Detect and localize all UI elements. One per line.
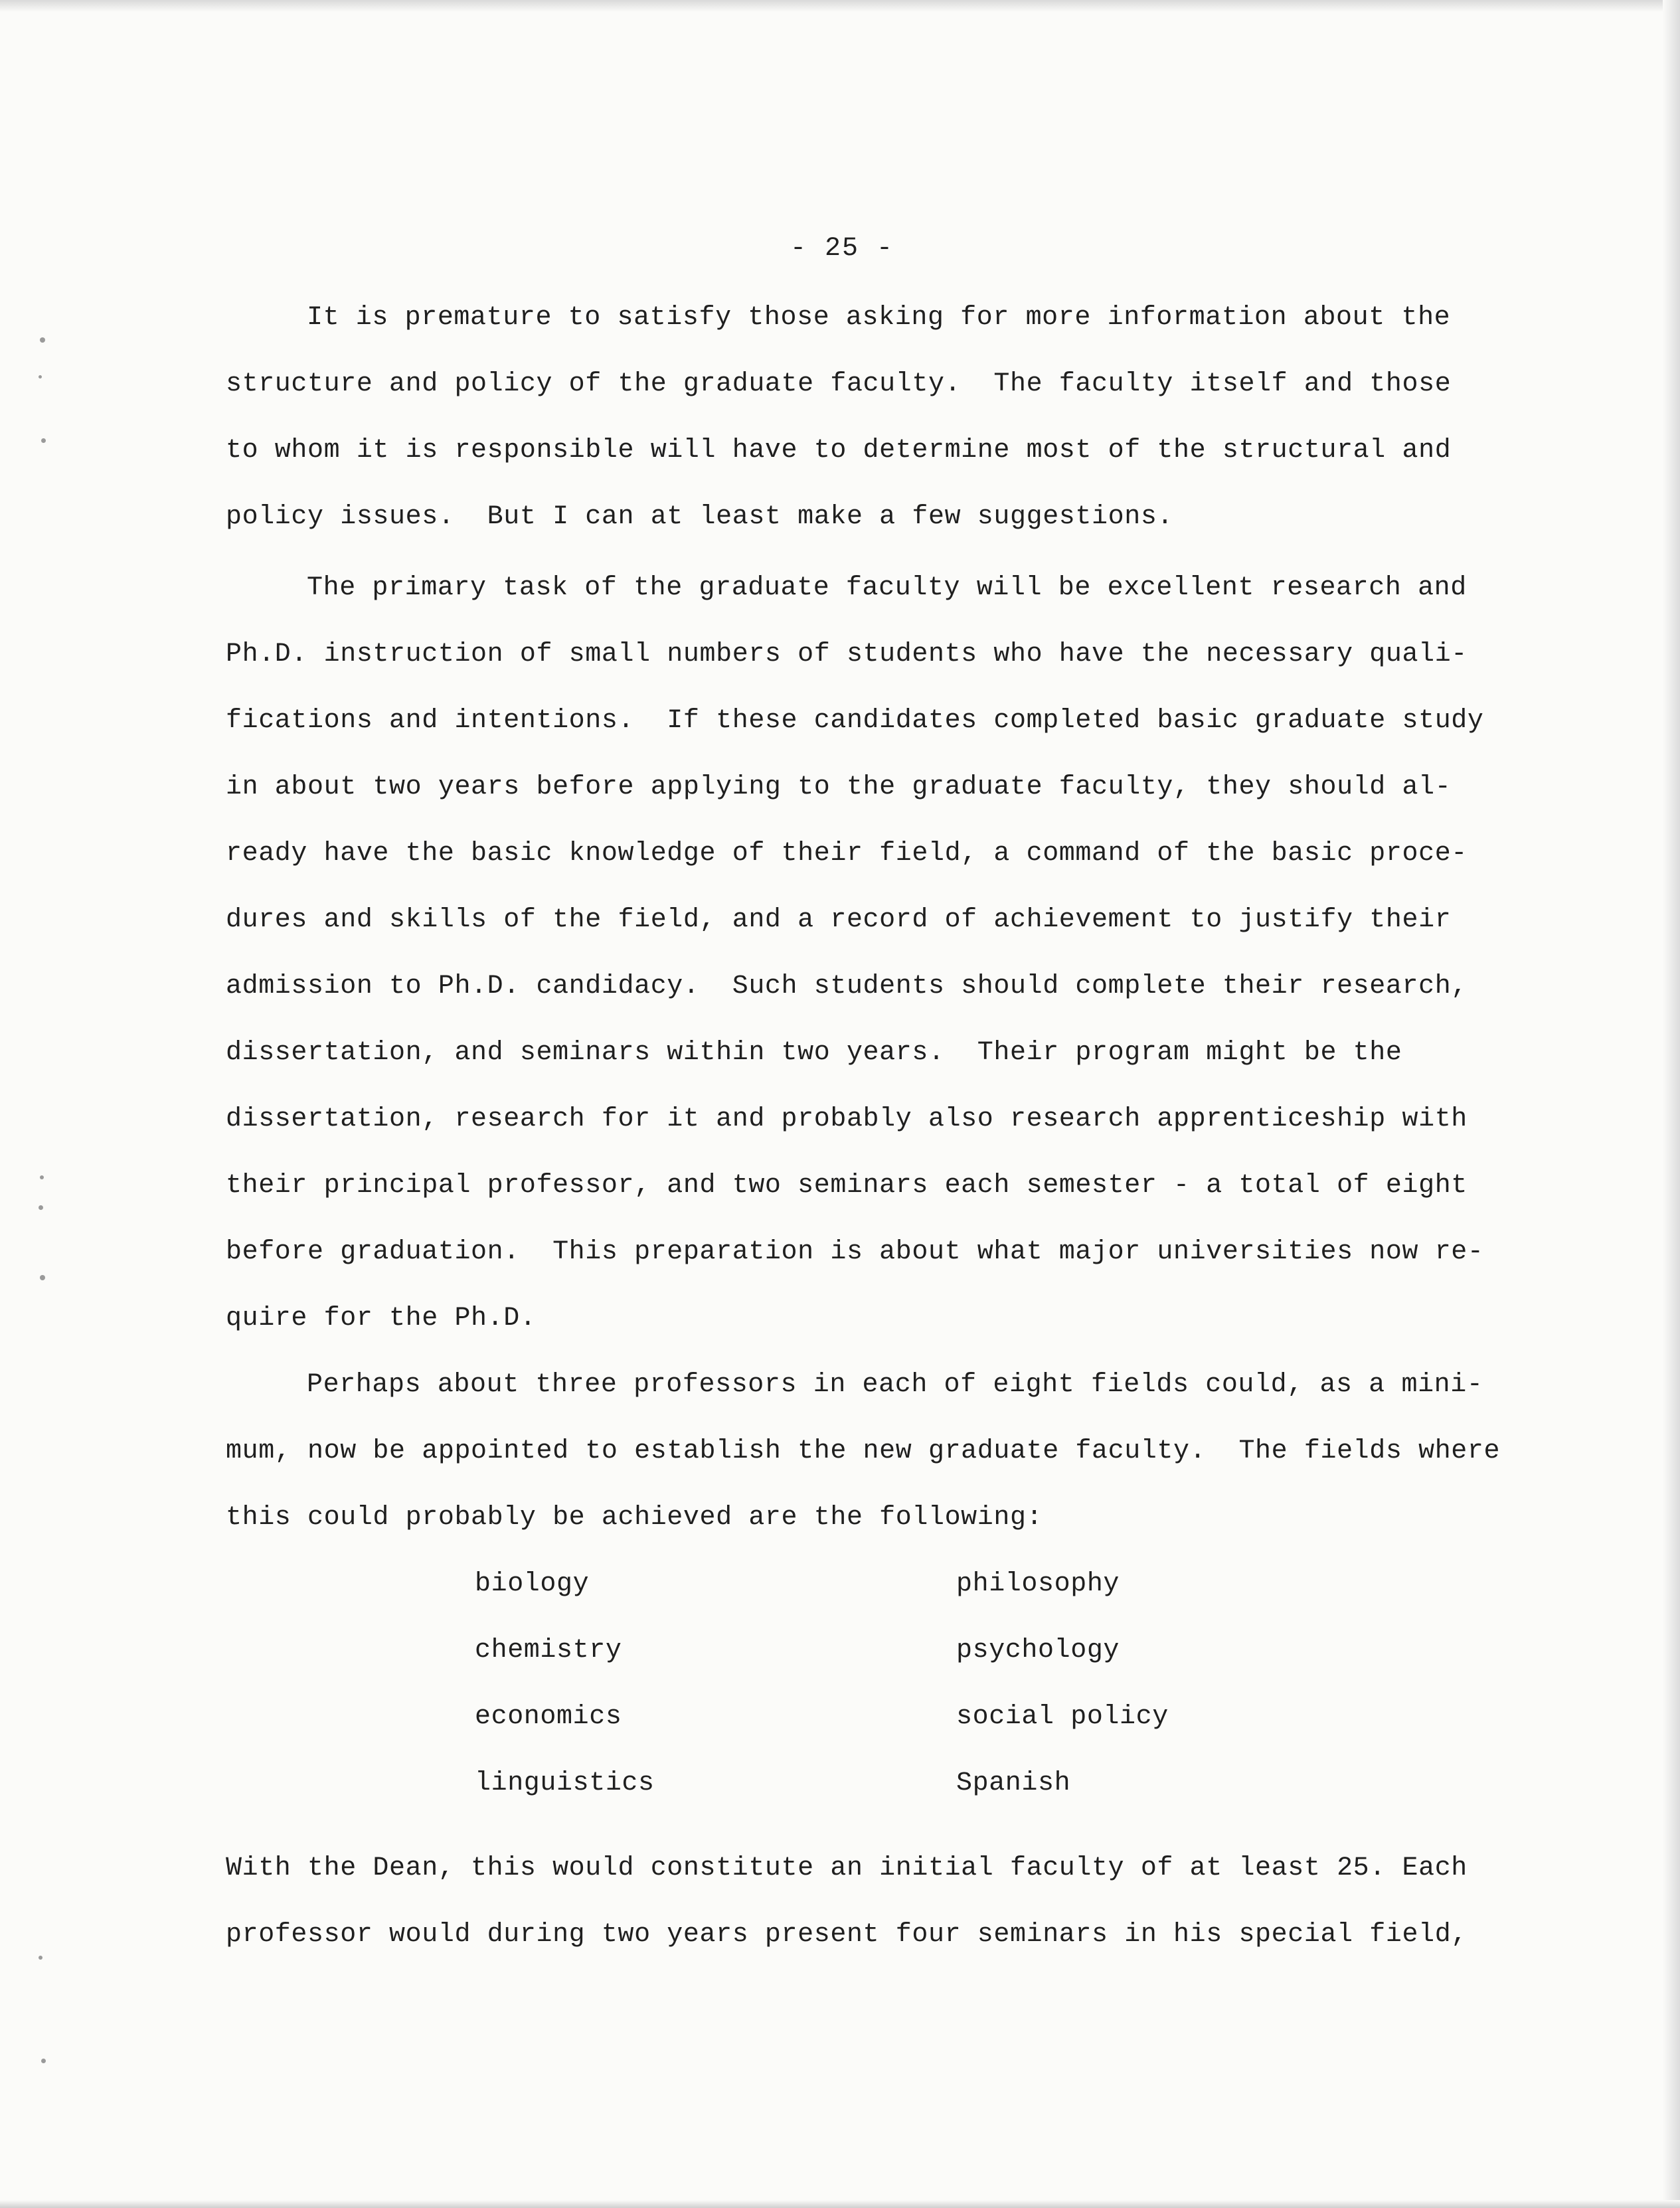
paragraph-1-line-3: to whom it is responsible will have to determine most of the structural and xyxy=(226,436,1452,466)
paragraph-1-line-2: structure and policy of the graduate faculty. The faculty itself and those xyxy=(226,369,1452,399)
scan-speck xyxy=(40,1175,44,1179)
paragraph-1-line-4: policy issues. But I can at least make a few suggestions. xyxy=(226,502,1174,532)
paragraph-2-line-6: dures and skills of the field, and a record of achievement to justify their xyxy=(226,905,1452,935)
field-item-right: psychology xyxy=(956,1636,1120,1665)
field-item-left: biology xyxy=(475,1569,590,1599)
paragraph-4-line-2: professor would during two years present four seminars in his special field, xyxy=(226,1920,1468,1950)
paragraph-2-line-4: in about two years before applying to the graduate faculty, they should al- xyxy=(226,772,1452,802)
paragraph-2-line-1: The primary task of the graduate faculty will be excellent research and xyxy=(307,573,1467,603)
field-item-left: chemistry xyxy=(475,1636,622,1665)
paragraph-2-line-3: fications and intentions. If these candidates completed basic graduate study xyxy=(226,706,1484,736)
paragraph-2-line-12: quire for the Ph.D. xyxy=(226,1304,537,1333)
paragraph-4-line-1: With the Dean, this would constitute an initial faculty of at least 25. Each xyxy=(226,1853,1468,1883)
paragraph-2-line-9: dissertation, research for it and probably also research apprenticeship with xyxy=(226,1104,1468,1134)
paragraph-2-line-10: their principal professor, and two seminars each semester - a total of eight xyxy=(226,1171,1468,1201)
paragraph-3-line-1: Perhaps about three professors in each of eight fields could, as a mini- xyxy=(307,1370,1483,1400)
field-item-left: economics xyxy=(475,1702,622,1732)
paragraph-2-line-8: dissertation, and seminars within two years. Their program might be the xyxy=(226,1038,1402,1068)
paragraph-2-line-11: before graduation. This preparation is about what major universities now re- xyxy=(226,1237,1484,1267)
scan-speck xyxy=(40,337,45,343)
paragraph-1-line-1: It is premature to satisfy those asking for more information about the xyxy=(307,303,1451,333)
paragraph-3-line-2: mum, now be appointed to establish the new graduate faculty. The fields where xyxy=(226,1436,1501,1466)
scan-speck xyxy=(39,1205,43,1210)
field-item-left: linguistics xyxy=(475,1768,655,1798)
page-right-shadow xyxy=(1663,0,1680,2208)
paragraph-2-line-5: ready have the basic knowledge of their field, a command of the basic proce- xyxy=(226,839,1468,869)
field-item-right: Spanish xyxy=(956,1768,1071,1798)
scan-speck xyxy=(39,1956,42,1960)
paragraph-2-line-2: Ph.D. instruction of small numbers of students who have the necessary quali- xyxy=(226,639,1468,669)
page-number: - 25 - xyxy=(790,234,894,264)
scan-speck xyxy=(40,1275,45,1280)
page-top-shadow xyxy=(0,0,1680,12)
scan-speck xyxy=(39,375,42,379)
paragraph-3-line-3: this could probably be achieved are the following: xyxy=(226,1503,1043,1533)
scan-speck xyxy=(41,438,46,443)
scan-speck xyxy=(41,2059,46,2063)
field-item-right: philosophy xyxy=(956,1569,1120,1599)
paragraph-2-line-7: admission to Ph.D. candidacy. Such students should complete their research, xyxy=(226,972,1468,1001)
page-bottom-shadow xyxy=(0,2200,1680,2208)
field-item-right: social policy xyxy=(956,1702,1169,1732)
